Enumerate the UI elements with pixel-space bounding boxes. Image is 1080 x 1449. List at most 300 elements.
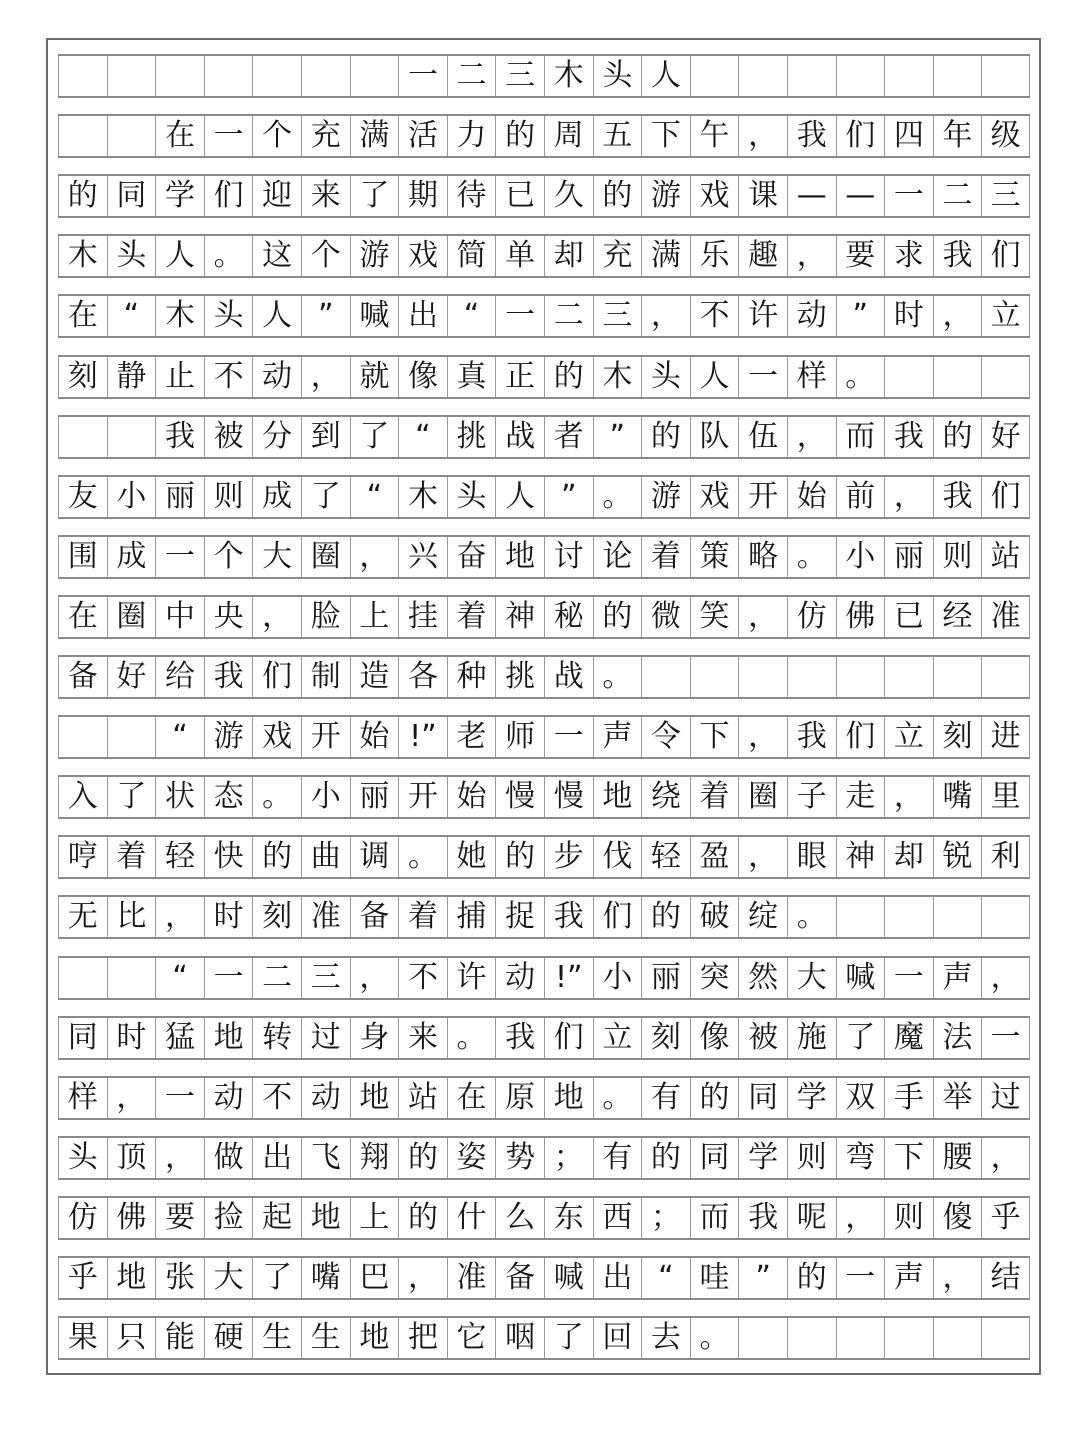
grid-cell: 状 [155,777,204,817]
grid-cell: 着 [447,597,496,637]
grid-cell-empty [350,56,399,96]
grid-cell: 了 [836,1018,885,1058]
grid-cell: 活 [398,116,447,156]
grid-cell: 一 [981,1018,1030,1058]
grid-cell: 战 [544,657,593,697]
grid-cell: ， [738,597,787,637]
grid-cell: 原 [495,1078,544,1118]
grid-cell: 了 [350,176,399,216]
grid-cell-empty [58,717,107,757]
grid-cell: 佛 [836,597,885,637]
grid-cell: 期 [398,176,447,216]
grid-cell: 魔 [884,1018,933,1058]
grid-cell: 嘴 [933,777,982,817]
grid-cell: 入 [58,777,107,817]
grid-cell: 有 [641,1078,690,1118]
grid-cell: 着 [398,897,447,937]
grid-cell: 许 [447,958,496,998]
grid-cell-empty [107,958,156,998]
grid-cell: 刻 [252,897,301,937]
grid-cell-empty [787,1318,836,1358]
grid-cell: ； [641,1198,690,1238]
grid-cell: 人 [641,56,690,96]
grid-cell: 给 [155,657,204,697]
grid-cell: 突 [690,958,739,998]
grid-cell-empty [981,657,1030,697]
grid-cell: 走 [836,777,885,817]
text-row [58,655,1030,699]
grid-cell: 猛 [155,1018,204,1058]
grid-cell: 么 [495,1198,544,1238]
grid-cell-empty [981,56,1030,96]
grid-cell: 着 [690,777,739,817]
grid-cell: 乎 [58,1258,107,1298]
grid-cell: 步 [544,837,593,877]
grid-cell: 二 [447,56,496,96]
grid-cell: ， [155,897,204,937]
grid-cell: 破 [690,897,739,937]
text-row [58,1076,1030,1120]
grid-cell: 围 [58,537,107,577]
grid-cell: 进 [981,717,1030,757]
grid-cell: 在 [447,1078,496,1118]
grid-cell: 们 [836,717,885,757]
grid-cell: 经 [933,597,982,637]
grid-cell: 生 [252,1318,301,1358]
grid-cell: 过 [301,1018,350,1058]
text-row [58,595,1030,639]
grid-cell: 圈 [738,777,787,817]
grid-cell: 令 [641,717,690,757]
grid-cell: 咽 [495,1318,544,1358]
grid-cell: 小 [836,537,885,577]
grid-cell: 什 [447,1198,496,1238]
grid-cell: 。 [787,537,836,577]
grid-cell: 们 [981,236,1030,276]
grid-cell: 学 [155,176,204,216]
grid-cell: 一 [155,1078,204,1118]
grid-cell-empty [884,897,933,937]
grid-cell-empty [836,657,885,697]
grid-cell: 始 [787,477,836,517]
grid-cell: 三 [981,176,1030,216]
grid-cell: 出 [252,1138,301,1178]
grid-cell: “ [155,717,204,757]
grid-cell: 们 [593,897,642,937]
grid-cell: 者 [544,417,593,457]
grid-cell: 学 [787,1078,836,1118]
grid-cell: 来 [301,176,350,216]
grid-cell: 了 [350,417,399,457]
grid-cell: 讨 [544,537,593,577]
grid-cell: 却 [884,837,933,877]
grid-cell: 在 [58,296,107,336]
grid-cell: 大 [252,537,301,577]
grid-cell: 立 [981,296,1030,336]
grid-cell: 神 [495,597,544,637]
grid-cell: 准 [981,597,1030,637]
grid-cell: 央 [204,597,253,637]
grid-cell: 曲 [301,837,350,877]
grid-cell: 略 [738,537,787,577]
grid-cell: 师 [495,717,544,757]
grid-cell: 硬 [204,1318,253,1358]
grid-cell: ， [884,777,933,817]
grid-cell: ； [544,1138,593,1178]
grid-cell: ， [836,1198,885,1238]
grid-cell: 而 [836,417,885,457]
grid-cell: 下 [884,1138,933,1178]
grid-cell: 的 [641,417,690,457]
grid-cell: 一 [738,357,787,397]
grid-cell: 。 [593,1078,642,1118]
grid-cell: ， [107,1078,156,1118]
grid-cell: !” [544,958,593,998]
grid-cell: 不 [690,296,739,336]
grid-cell: ， [350,958,399,998]
grid-cell: 戏 [690,477,739,517]
grid-cell: 势 [495,1138,544,1178]
grid-cell: 则 [933,537,982,577]
grid-cell: 的 [495,837,544,877]
grid-cell: 的 [593,597,642,637]
grid-cell: 时 [204,897,253,937]
grid-cell: 奋 [447,537,496,577]
grid-cell: — [836,176,885,216]
grid-cell: 时 [107,1018,156,1058]
grid-cell: 一 [884,958,933,998]
grid-cell: 慢 [544,777,593,817]
grid-cell: 却 [544,236,593,276]
grid-cell: 被 [738,1018,787,1058]
grid-cell: 始 [447,777,496,817]
grid-cell: 站 [398,1078,447,1118]
grid-cell-empty [981,897,1030,937]
grid-cell: 做 [204,1138,253,1178]
grid-cell: 动 [301,1078,350,1118]
grid-cell: 开 [398,777,447,817]
grid-cell: 刻 [641,1018,690,1058]
grid-cell-empty [738,56,787,96]
grid-cell: ， [641,296,690,336]
grid-cell: 身 [350,1018,399,1058]
grid-cell: 止 [155,357,204,397]
grid-cell: 好 [107,657,156,697]
text-row [58,956,1030,1000]
grid-cell: 过 [981,1078,1030,1118]
grid-cell-empty [58,56,107,96]
grid-cell: 好 [981,417,1030,457]
grid-cell: 头 [107,236,156,276]
grid-cell: 调 [350,837,399,877]
grid-cell: 人 [252,296,301,336]
grid-cell: 求 [884,236,933,276]
grid-cell: 腰 [933,1138,982,1178]
grid-cell: 准 [301,897,350,937]
grid-cell: 游 [350,236,399,276]
grid-cell: ， [884,477,933,517]
grid-cell: 然 [738,958,787,998]
grid-cell: 地 [301,1198,350,1238]
grid-cell: 我 [544,897,593,937]
grid-cell: 的 [398,1198,447,1238]
text-row [58,1136,1030,1180]
grid-cell: 同 [738,1078,787,1118]
grid-cell: 顶 [107,1138,156,1178]
grid-cell-empty [252,56,301,96]
grid-cell: 满 [350,116,399,156]
grid-cell: 立 [593,1018,642,1058]
grid-cell: 木 [593,357,642,397]
grid-cell-empty [204,56,253,96]
grid-cell: 乐 [690,236,739,276]
grid-cell: 许 [738,296,787,336]
grid-cell: 级 [981,116,1030,156]
grid-cell: — [787,176,836,216]
grid-cell: 手 [884,1078,933,1118]
grid-cell-empty [787,56,836,96]
grid-cell: 的 [58,176,107,216]
grid-cell: 三 [495,56,544,96]
grid-cell: “ [155,958,204,998]
grid-cell: 乎 [981,1198,1030,1238]
grid-cell: 一 [204,116,253,156]
grid-cell: 趣 [738,236,787,276]
grid-cell: 样 [787,357,836,397]
grid-cell: 种 [447,657,496,697]
grid-cell: 不 [252,1078,301,1118]
grid-cell: 的 [641,1138,690,1178]
grid-cell: 地 [107,1258,156,1298]
grid-cell: 而 [690,1198,739,1238]
grid-cell-empty [933,1318,982,1358]
grid-cell: 神 [836,837,885,877]
grid-cell: 哼 [58,837,107,877]
grid-cell: 不 [204,357,253,397]
grid-cell-empty [884,56,933,96]
grid-cell: “ [107,296,156,336]
grid-cell: 兴 [398,537,447,577]
grid-cell: ， [738,837,787,877]
grid-cell: 脸 [301,597,350,637]
grid-cell: 有 [593,1138,642,1178]
grid-cell: 一 [155,537,204,577]
grid-cell: 游 [204,717,253,757]
grid-cell-empty [58,116,107,156]
grid-cell: 动 [204,1078,253,1118]
grid-cell: 木 [398,477,447,517]
grid-cell: 利 [981,837,1030,877]
grid-cell: 了 [301,477,350,517]
grid-cell: 我 [787,717,836,757]
grid-cell: 出 [593,1258,642,1298]
grid-cell: 人 [495,477,544,517]
grid-cell: 人 [690,357,739,397]
grid-cell: 我 [495,1018,544,1058]
grid-cell-empty [738,657,787,697]
text-row [58,895,1030,939]
grid-cell-empty [738,1318,787,1358]
grid-cell: 戏 [252,717,301,757]
grid-cell-empty [58,417,107,457]
grid-cell: 地 [593,777,642,817]
grid-cell: 要 [836,236,885,276]
grid-cell: 双 [836,1078,885,1118]
grid-cell: 我 [787,116,836,156]
text-row [58,294,1030,338]
grid-cell: 弯 [836,1138,885,1178]
grid-cell: 一 [544,717,593,757]
grid-cell: 成 [107,537,156,577]
grid-cell: 捕 [447,897,496,937]
grid-cell: 能 [155,1318,204,1358]
grid-cell: 动 [495,958,544,998]
grid-cell: 个 [301,236,350,276]
grid-cell: 老 [447,717,496,757]
grid-cell: 各 [398,657,447,697]
grid-cell: 圈 [107,597,156,637]
grid-cell: ， [787,236,836,276]
grid-cell: 充 [301,116,350,156]
grid-cell: 我 [933,236,982,276]
grid-cell: 始 [350,717,399,757]
grid-cell: 刻 [933,717,982,757]
grid-cell: 只 [107,1318,156,1358]
grid-cell: 丽 [884,537,933,577]
grid-cell-empty [933,657,982,697]
grid-cell-empty [933,897,982,937]
grid-cell: 的 [593,176,642,216]
grid-cell-empty [933,357,982,397]
text-row [58,174,1030,218]
grid-cell: 秘 [544,597,593,637]
grid-cell: 的 [641,897,690,937]
grid-cell: 举 [933,1078,982,1118]
grid-cell-empty [641,657,690,697]
grid-cell: 一 [495,296,544,336]
grid-cell: 。 [398,837,447,877]
grid-cell: 戏 [690,176,739,216]
grid-cell-empty [107,417,156,457]
grid-cell: 久 [544,176,593,216]
grid-cell: 午 [690,116,739,156]
grid-cell: 嘴 [301,1258,350,1298]
grid-cell: 呢 [787,1198,836,1238]
grid-cell: 周 [544,116,593,156]
grid-cell: 课 [738,176,787,216]
text-row [58,1196,1030,1240]
grid-cell-empty [690,56,739,96]
grid-cell: 制 [301,657,350,697]
grid-cell: 。 [593,657,642,697]
grid-cell: 我 [155,417,204,457]
grid-cell: ， [301,357,350,397]
grid-cell: 论 [593,537,642,577]
grid-cell: 。 [447,1018,496,1058]
grid-cell: 头 [58,1138,107,1178]
grid-cell: 木 [155,296,204,336]
grid-cell: 。 [690,1318,739,1358]
grid-cell-empty [933,56,982,96]
grid-cell: 的 [398,1138,447,1178]
grid-cell: 单 [495,236,544,276]
grid-cell: 准 [447,1258,496,1298]
grid-cell: 轻 [641,837,690,877]
grid-cell: 中 [155,597,204,637]
grid-cell: ， [252,597,301,637]
grid-cell: 快 [204,837,253,877]
grid-cell: “ [447,296,496,336]
grid-cell: 喊 [350,296,399,336]
grid-cell: 戏 [398,236,447,276]
grid-cell: 的 [544,357,593,397]
grid-cell: 声 [933,958,982,998]
grid-cell: 一 [884,176,933,216]
grid-cell: 去 [641,1318,690,1358]
grid-cell: 们 [204,176,253,216]
grid-cell: 刻 [58,357,107,397]
grid-cell: 要 [155,1198,204,1238]
grid-cell: 不 [398,958,447,998]
grid-cell: 佛 [107,1198,156,1238]
grid-cell: 比 [107,897,156,937]
grid-cell: 充 [593,236,642,276]
grid-cell: 的 [495,116,544,156]
grid-cell: 像 [398,357,447,397]
grid-cell: 地 [204,1018,253,1058]
grid-cell: 下 [641,116,690,156]
grid-cell: 样 [58,1078,107,1118]
grid-cell: 上 [350,1198,399,1238]
grid-cell: ， [155,1138,204,1178]
grid-cell: 伍 [738,417,787,457]
grid-cell: 里 [981,777,1030,817]
grid-cell: 了 [252,1258,301,1298]
grid-cell: 捉 [495,897,544,937]
grid-cell: 力 [447,116,496,156]
grid-cell: 的 [787,1258,836,1298]
grid-cell: 了 [107,777,156,817]
grid-cell: 策 [690,537,739,577]
grid-cell: 着 [641,537,690,577]
grid-cell: 木 [58,236,107,276]
grid-cell: 张 [155,1258,204,1298]
grid-cell-empty [107,56,156,96]
grid-cell: 声 [593,717,642,757]
grid-cell-empty [884,357,933,397]
grid-cell: 来 [398,1018,447,1058]
grid-cell: 。 [787,897,836,937]
grid-cell: 地 [350,1078,399,1118]
grid-cell: 三 [301,958,350,998]
text-row [58,475,1030,519]
text-row [58,715,1030,759]
grid-cell: 二 [252,958,301,998]
grid-cell: 小 [301,777,350,817]
grid-cell: 站 [981,537,1030,577]
grid-cell: 同 [690,1138,739,1178]
grid-cell: 仿 [787,597,836,637]
grid-cell: 分 [252,417,301,457]
grid-cell: 。 [593,477,642,517]
grid-cell-empty [836,1318,885,1358]
grid-cell: 一 [398,56,447,96]
grid-cell: 锐 [933,837,982,877]
grid-cell: 大 [787,958,836,998]
grid-cell: 地 [350,1318,399,1358]
grid-cell: 们 [981,477,1030,517]
grid-cell: 五 [593,116,642,156]
